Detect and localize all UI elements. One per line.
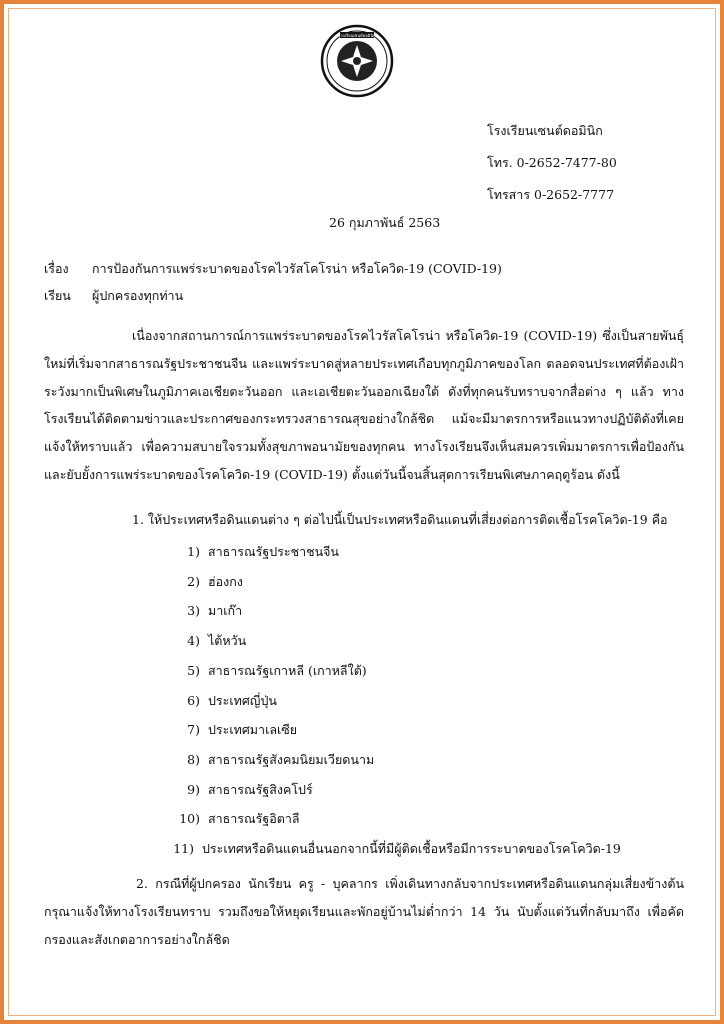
seal-text: โรงเรียนเซนต์ดอมินิก [338, 33, 376, 38]
to-text: ผู้ปกครองทุกท่าน [92, 288, 184, 303]
country-list-item [174, 782, 313, 798]
country-list-item [174, 544, 339, 560]
country-list-item [174, 693, 277, 709]
country-list-item [174, 603, 242, 619]
country-item-number: 3) [187, 603, 200, 618]
country-item-name: ฮ่องกง [208, 574, 243, 589]
country-item-number: 2) [187, 574, 200, 589]
country-item-number: 1) [187, 544, 200, 559]
letter-date: 26 กุมภาพันธ์ 2563 [329, 215, 441, 230]
subject-label: เรื่อง [44, 261, 69, 276]
country-item-number: 11) [173, 841, 194, 856]
country-item-name: มาเก๊า [208, 603, 243, 618]
school-phone: โทร. 0-2652-7477-80 [487, 155, 617, 170]
country-list-item [174, 663, 367, 679]
country-item-name: สาธารณรัฐประชาชนจีน [208, 544, 339, 559]
country-item-name: ประเทศญี่ปุ่น [208, 693, 277, 708]
school-name: โรงเรียนเซนต์ดอมินิก [487, 123, 603, 138]
school-fax: โทรสาร 0-2652-7777 [487, 187, 615, 202]
country-item-number: 8) [187, 752, 200, 767]
country-list-item [174, 633, 246, 649]
school-seal-logo [320, 24, 394, 98]
country-item-number: 9) [187, 782, 200, 797]
country-item-number: 5) [187, 663, 200, 678]
country-list-item [174, 574, 243, 590]
point-1: 1. ให้ประเทศหรือดินแดนต่าง ๆ ต่อไปนี้เป็นประเทศหรือดินแดนที่เสี่ยงต่อการติดเชื้อโรคโควิด-19 คือ [132, 512, 668, 527]
country-item-name: สาธารณรัฐสังคมนิยมเวียดนาม [208, 752, 375, 767]
country-item-name: ไต้หวัน [208, 633, 247, 648]
country-item-number: 7) [187, 722, 200, 737]
country-item-name: ประเทศหรือดินแดนอื่นนอกจากนี้ที่มีผู้ติดเชื้อหรือมีการระบาดของโรคโควิด-19 [202, 841, 621, 856]
point-2-paragraph [44, 870, 684, 953]
country-list-item [168, 841, 621, 857]
country-list-item [174, 811, 300, 827]
country-item-name: สาธารณรัฐอิตาลี [208, 811, 300, 826]
country-item-number: 4) [187, 633, 200, 648]
point-2-text: 2. กรณีที่ผู้ปกครอง นักเรียน ครู - บุคลากร เพิ่งเดินทางกลับจากประเทศหรือดินแดนกลุ่มเสี่ยงข้างต้น กรุณาแจ้งให้ทางโรงเรียนทราบ รวมถึงขอให้หยุดเรียนและพักอยู่บ้านไม่ต่ำกว่า 14 วัน นับตั้งแต่วันที่กลับมาถึง เพื่อคัดกรองและสังเกตอาการอย่างใกล้ชิด [44, 876, 684, 947]
country-item-name: สาธารณรัฐสิงคโปร์ [208, 782, 313, 797]
to-label: เรียน [44, 288, 71, 303]
country-item-number: 6) [187, 693, 200, 708]
country-item-name: ประเทศมาเลเซีย [208, 722, 298, 737]
country-list-item [174, 752, 374, 768]
subject-text: การป้องกันการแพร่ระบาดของโรคไวรัสโคโรน่า หรือโควิด-19 (COVID-19) [92, 261, 502, 276]
country-item-name: สาธารณรัฐเกาหลี (เกาหลีใต้) [208, 663, 367, 678]
country-item-number: 10) [179, 811, 200, 826]
intro-text: เนื่องจากสถานการณ์การแพร่ระบาดของโรคไวรัสโคโรน่า หรือโควิด-19 (COVID-19) ซึ่งเป็นสายพันธุ์ใหม่ที่เริ่มจากสาธารณรัฐประชาชนจีน และแพร่ระบาดสู่หลายประเทศเกือบทุกภูมิภาคของโลก ตลอดจนประเทศที่ต้องเฝ้าระวังมากเป็นพิเศษในภูมิภาคเอเชียตะวันออก และเอเชียตะวันออกเฉียงใต้ ดังที่ทุกคนรับทราบจากสื่อต่าง ๆ แล้ว ทางโรงเรียนได้ติดตามข่าวและประกาศของกระทรวงสาธารณสุขอย่างใกล้ชิด แม้จะมีมาตรการหรือแนวทางปฏิบัติดังที่เคยแจ้งให้ทราบแล้ว เพื่อความสบายใจรวมทั้งสุขภาพอนามัยของทุกคน ทางโรงเรียนจึงเห็นสมควรเพิ่มมาตรการเพื่อป้องกัน และยับยั้งการแพร่ระบาดของโรคโควิด-19 (COVID-19) ตั้งแต่วันนี้จนสิ้นสุดการเรียนพิเศษภาคฤดูร้อน ดังนี้ [44, 328, 684, 482]
intro-paragraph [44, 322, 684, 489]
country-list-item [174, 722, 297, 738]
